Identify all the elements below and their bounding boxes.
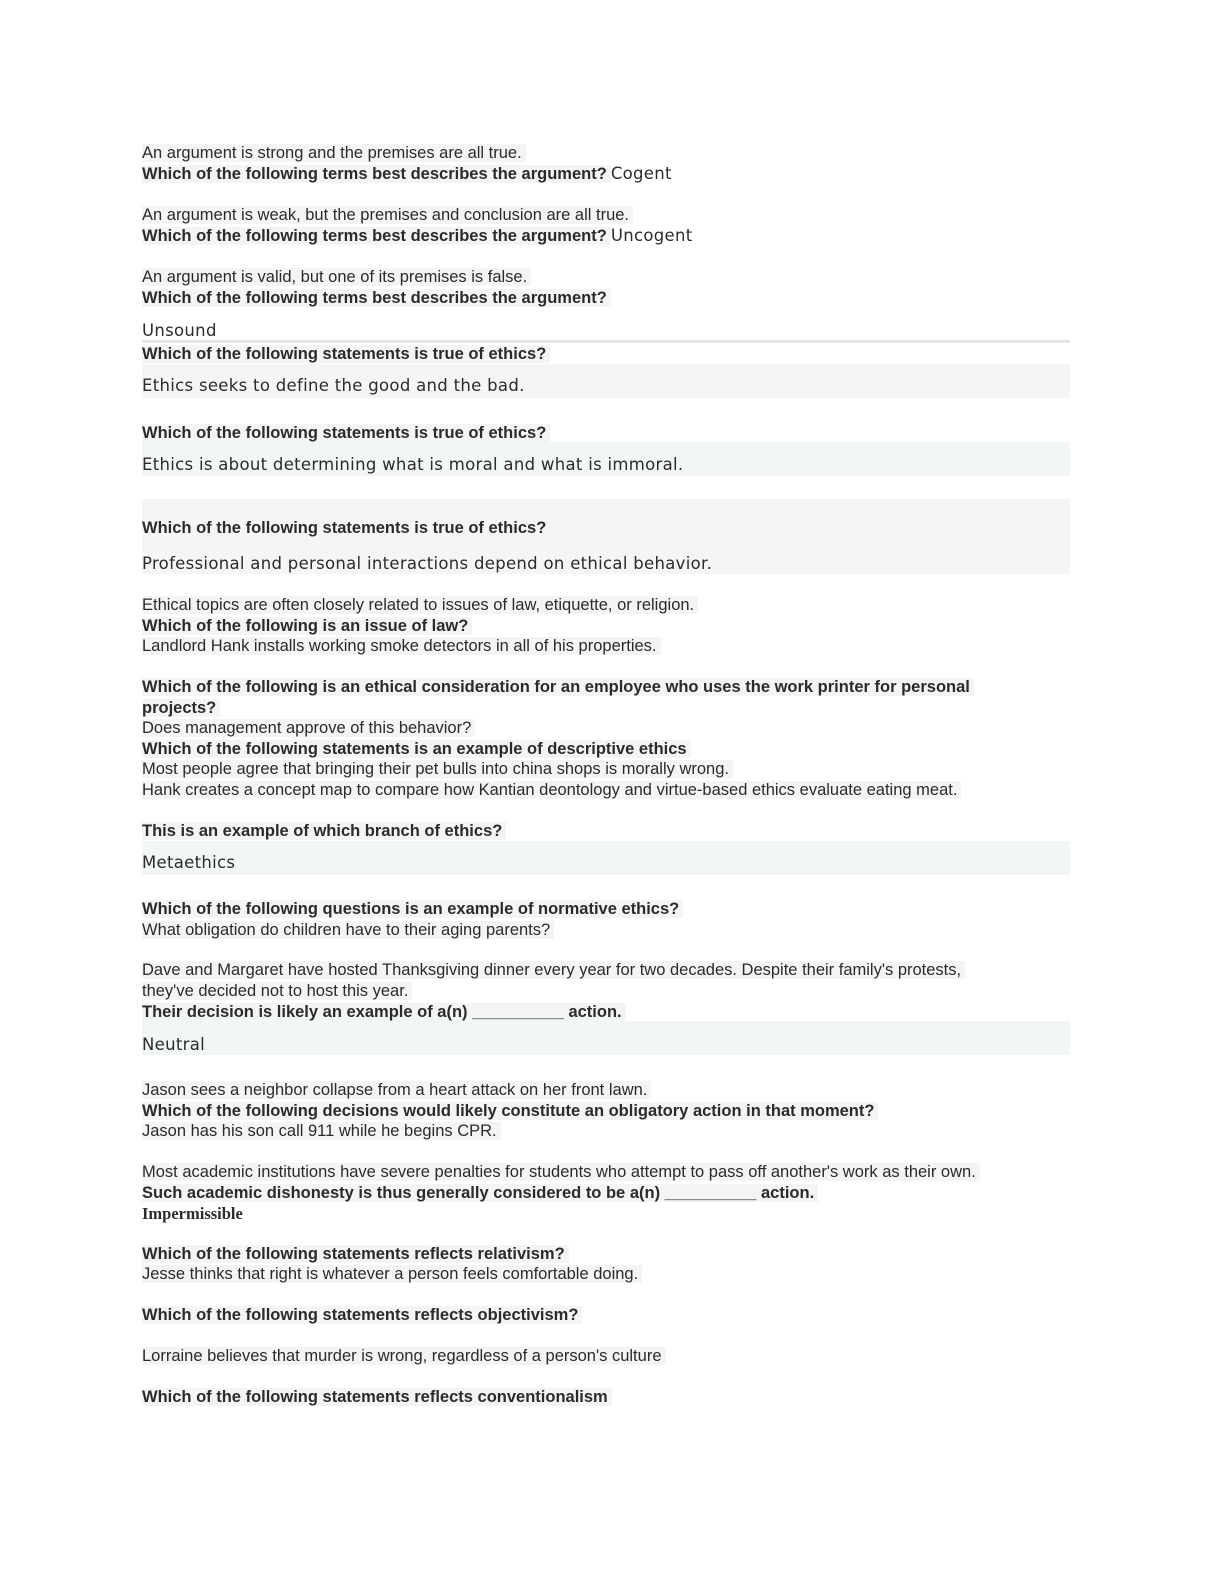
answer-text: Cogent — [610, 164, 672, 183]
question-text: Which of the following statements is true of ethics? — [142, 345, 550, 363]
question-text: Which of the following statements reflects objectivism? — [142, 1306, 582, 1324]
answer-text: Ethics is about determining what is moral and what is immoral. — [142, 455, 684, 474]
question-prompt: An argument is valid, but one of its premises is false. — [142, 268, 531, 286]
answer-text: Impermissible — [142, 1204, 243, 1223]
question-text: Such academic dishonesty is thus generally considered to be a(n) __________ action. — [142, 1184, 818, 1202]
question-text: Their decision is likely an example of a(n) __________ action. — [142, 1003, 626, 1021]
answer-text: Unsound — [142, 321, 217, 340]
question-prompt: Dave and Margaret have hosted Thanksgiving dinner every year for two decades. Despite their family's protests, — [142, 961, 965, 979]
question-text: Which of the following statements is true of ethics? — [142, 424, 550, 442]
answer-text: Most people agree that bringing their pet bulls into china shops is morally wrong. — [142, 760, 733, 778]
question-text: Which of the following is an issue of law? — [142, 617, 472, 635]
answer-text: Lorraine believes that murder is wrong, regardless of a person's culture — [142, 1347, 666, 1365]
answer-text: Landlord Hank installs working smoke detectors in all of his properties. — [142, 637, 661, 655]
question-text: This is an example of which branch of ethics? — [142, 822, 506, 840]
question-text: Which of the following statements is an example of descriptive ethics — [142, 740, 691, 758]
question-text: Which of the following terms best describes the argument? — [142, 289, 611, 307]
answer-text: Metaethics — [142, 853, 236, 872]
question-prompt: An argument is strong and the premises are all true. — [142, 144, 526, 162]
answer-band — [142, 841, 1070, 875]
question-prompt: Hank creates a concept map to compare how Kantian deontology and virtue-based ethics evaluate eating meat. — [142, 781, 961, 799]
question-text: projects? — [142, 699, 220, 717]
question-text: Which of the following decisions would likely constitute an obligatory action in that moment? — [142, 1102, 878, 1120]
question-text: Which of the following terms best describes the argument? — [142, 165, 611, 183]
answer-text: Does management approve of this behavior? — [142, 719, 475, 737]
answer-text: Neutral — [142, 1035, 206, 1054]
answer-text: Uncogent — [610, 226, 693, 245]
question-text: Which of the following is an ethical consideration for an employee who uses the work printer for personal — [142, 678, 974, 696]
question-text: Which of the following statements reflects relativism? — [142, 1245, 569, 1263]
answer-band — [142, 1021, 1070, 1055]
question-prompt: Most academic institutions have severe penalties for students who attempt to pass off another's work as their own. — [142, 1163, 980, 1181]
question-prompt: An argument is weak, but the premises and conclusion are all true. — [142, 206, 633, 224]
question-text: Which of the following questions is an example of normative ethics? — [142, 900, 683, 918]
answer-text: Ethics seeks to define the good and the bad. — [142, 376, 525, 395]
question-prompt: Ethical topics are often closely related to issues of law, etiquette, or religion. — [142, 596, 698, 614]
question-text: Which of the following statements reflects conventionalism — [142, 1388, 612, 1406]
question-prompt: they've decided not to host this year. — [142, 982, 412, 1000]
divider — [142, 340, 1070, 343]
question-text: Which of the following statements is true of ethics? — [142, 519, 547, 537]
answer-text: Professional and personal interactions depend on ethical behavior. — [142, 554, 713, 573]
answer-text: Jason has his son call 911 while he begins CPR. — [142, 1122, 501, 1140]
question-prompt: Jason sees a neighbor collapse from a heart attack on her front lawn. — [142, 1081, 651, 1099]
question-text: Which of the following terms best describes the argument? — [142, 227, 611, 245]
answer-text: Jesse thinks that right is whatever a person feels comfortable doing. — [142, 1265, 642, 1283]
answer-text: What obligation do children have to their aging parents? — [142, 921, 554, 939]
